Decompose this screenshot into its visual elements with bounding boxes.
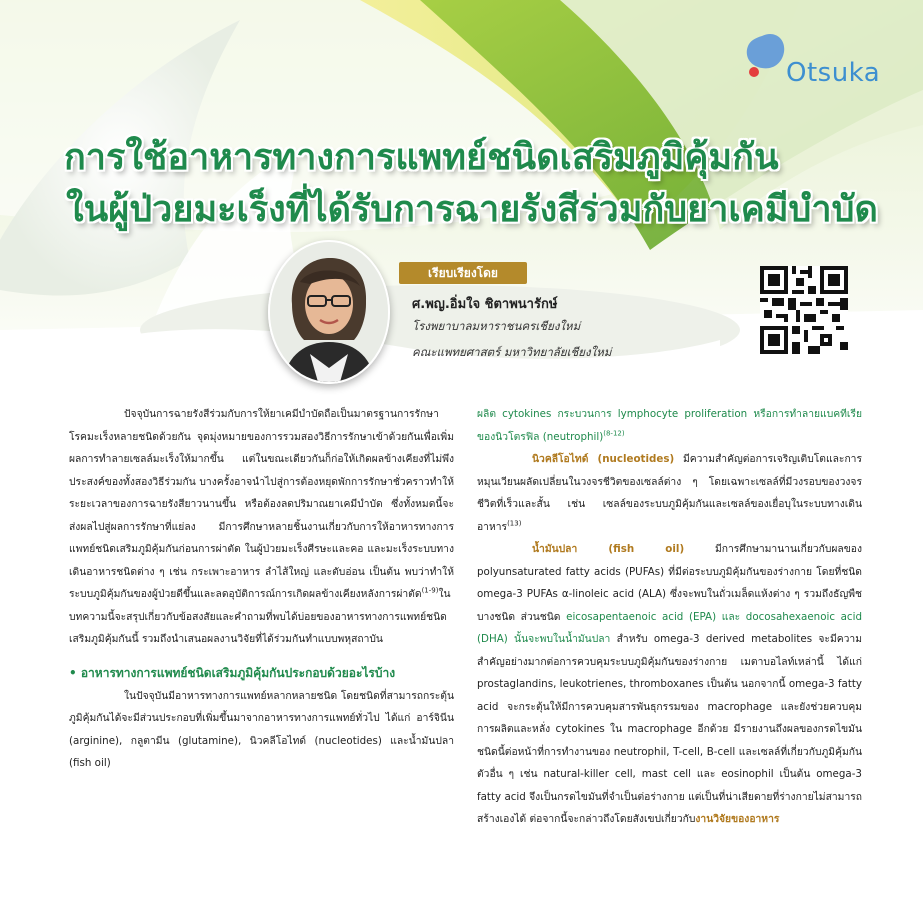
hero-banner bbox=[0, 0, 923, 400]
otsuka-logo-icon bbox=[742, 30, 788, 80]
epa-dha-highlight: eicosapentaenoic acid (EPA) และ docosahexaenoic acid (DHA) นั้นจะพบในน้ำมันปลา bbox=[477, 610, 862, 645]
left-column bbox=[69, 403, 454, 775]
qr-code[interactable] bbox=[760, 266, 848, 354]
nucleotides-heading: นิวคลีโอไทด์ (nucleotides) bbox=[532, 453, 675, 465]
research-highlight: งานวิจัยของอาหาร bbox=[695, 813, 780, 825]
fish-oil-paragraph bbox=[477, 538, 862, 831]
author-name: ศ.พญ.อิ่มใจ ชิตาพนารักษ์ bbox=[412, 297, 558, 312]
article-title-line-1: การใช้อาหารทางการแพทย์ชนิดเสริมภูมิคุ้มกัน bbox=[64, 137, 779, 178]
author-affiliation-faculty: คณะแพทยศาสตร์ มหาวิทยาลัยเชียงใหม่ bbox=[412, 345, 612, 359]
qr-code-icon bbox=[760, 266, 848, 354]
fish-oil-heading: น้ำมันปลา (fish oil) bbox=[532, 543, 685, 555]
author-photo bbox=[268, 240, 390, 384]
otsuka-logo bbox=[742, 30, 892, 100]
reference-mark: (8-12) bbox=[603, 429, 625, 438]
reference-mark: (1-9) bbox=[421, 586, 439, 595]
article-title-line-2: ในผู้ป่วยมะเร็งที่ได้รับการฉายรังสีร่วมกับยาเคมีบำบัด bbox=[66, 189, 878, 230]
fish-oil-text-continued: สำหรับ omega-3 derived metabolites จะมีความสำคัญอย่างมากต่อการควบคุมระบบภูมิคุ้มกันของร่างกาย เมตาบอไลท์เหล่านี้ ได้แก่ prostaglandins, leukotrienes, thromboxanes เป็นต้น นอกจากนี้ omega-3 fatty acid จะกระตุ้นให้มีการควบคุมสารพันธุกรรมของ macrophage และยังช่วยควบคุมการผลิตและหลั่ง cytokines ใน macrophage อีกด้วย มีรายงานถึงผลของกรดไขมันชนิดนี้ต่อหน้าที่การทำงานของ neutrophil, T-cell, B-cell และเซลล์ที่เกี่ยวกับภูมิคุ้มกันตัวอื่น ๆ เช่น natural-killer cell, mast cell และ eosinophil เป็นต้น omega-3 fatty acid จึงเป็นกรดไขมันที่จำเป็นต่อร่างกาย แต่เป็นที่น่าเสียดายที่ร่างกายไม่สามารถสร้างเองได้ ต่อจากนี้จะกล่าวถึงโดยสังเขปเกี่ยวกับ bbox=[477, 633, 862, 825]
reference-mark: (13) bbox=[507, 519, 522, 528]
right-column bbox=[477, 403, 862, 831]
nucleotides-text: มีความสำคัญต่อการเจริญเติบโตและการหมุนเวียนผลัดเปลี่ยนในวงจรชีวิตของเซลล์ต่าง ๆ โดยเฉพาะเซลล์ที่มีวงรอบของวงจรชีวิตที่เร็วและสั้น เช่น เซลล์ของระบบภูมิคุ้มกันและเซลล์ของเยื่อบุในระบบทางเดินอาหาร bbox=[477, 453, 862, 533]
author-affiliation-hospital: โรงพยาบาลมหาราชนครเชียงใหม่ bbox=[412, 319, 581, 333]
otsuka-logo-text: Otsuka bbox=[786, 58, 881, 88]
intro-paragraph bbox=[69, 403, 454, 651]
fish-oil-text: มีการศึกษามานานเกี่ยวกับผลของ polyunsaturated fatty acids (PUFAs) ที่มีต่อระบบภูมิคุ้มกันของร่างกาย โดยที่ชนิด omega-3 PUFAs α-linoleic acid (ALA) ซึ่งจะพบในถั่วเมล็ดแห้งต่าง ๆ รวมถึงธัญพืชบางชนิด ส่วนชนิด bbox=[477, 543, 862, 623]
cytokines-paragraph bbox=[477, 403, 862, 448]
intro-text-end: ในบทความนี้จะสรุปเกี่ยวกับข้อสงสัยและคำถามที่พบได้บ่อยของอาหารทางการแพทย์ชนิดเสริมภูมิคุ้มกันนี้ รวมถึงนำเสนอผลงานวิจัยที่ได้ร่วมกันทำแบบพหุสถาบัน bbox=[69, 588, 451, 645]
nucleotides-paragraph bbox=[477, 448, 862, 538]
intro-text: ปัจจุบันการฉายรังสีร่วมกับการให้ยาเคมีบำบัดถือเป็นมาตรฐานการรักษาโรคมะเร็งหลายชนิดด้วยกัน จุดมุ่งหมายของการรวมสองวิธีการรักษาเข้าด้วยกันเพื่อเพิ่มผลการทำลายเซลล์มะเร็งให้มากขึ้น แต่ในขณะเดียวกันก็ก่อให้เกิดผลข้างเคียงที่ไม่พึงประสงค์ของทั้งสองวิธีร่วมกัน บางครั้งอาจนำไปสู่การต้องหยุดพักการรักษาชั่วคราวทำให้ระยะเวลาของการฉายรังสียาวนานขึ้น หรือต้องลดปริมาณยาเคมีบำบัด ซึ่งทั้งหมดนี้จะส่งผลไปสู่ผลการรักษาที่แย่ลง มีการศึกษาหลายชิ้นงานเกี่ยวกับการให้อาหารทางการแพทย์ชนิดเสริมภูมิคุ้มกันก่อนการผ่าตัด ในผู้ป่วยมะเร็งศีรษะและคอ และมะเร็งระบบทางเดินอาหารชนิดต่าง ๆ เช่น กระเพาะอาหาร ลำไส้ใหญ่ และตับอ่อน เป็นต้น พบว่าทำให้ระบบภูมิคุ้มกันของผู้ป่วยดีขึ้นและลดอุบัติการณ์การเกิดผลข้างเคียงหลังการผ่าตัด bbox=[69, 408, 454, 600]
cytokines-text: ผลิต cytokines กระบวนการ lymphocyte proliferation หรือการทำลายแบคทีเรียของนิวโตรฟิล (neutrophil) bbox=[477, 408, 862, 443]
author-tag: เรียบเรียงโดย bbox=[399, 262, 527, 284]
components-paragraph: ในปัจจุบันมีอาหารทางการแพทย์หลากหลายชนิด โดยชนิดที่สามารถกระตุ้นภูมิคุ้มกันได้จะมีส่วนประกอบที่เพิ่มขึ้นมาจากอาหารทางการแพทย์ทั่วไป ได้แก่ อาร์จินีน (arginine), กลูตามีน (glutamine), นิวคลีโอไทด์ (nucleotides) และน้ำมันปลา (fish oil) bbox=[69, 689, 454, 769]
section-heading: • อาหารทางการแพทย์ชนิดเสริมภูมิคุ้มกันประกอบด้วยอะไรบ้าง bbox=[69, 665, 396, 680]
author-portrait-image bbox=[270, 242, 388, 382]
